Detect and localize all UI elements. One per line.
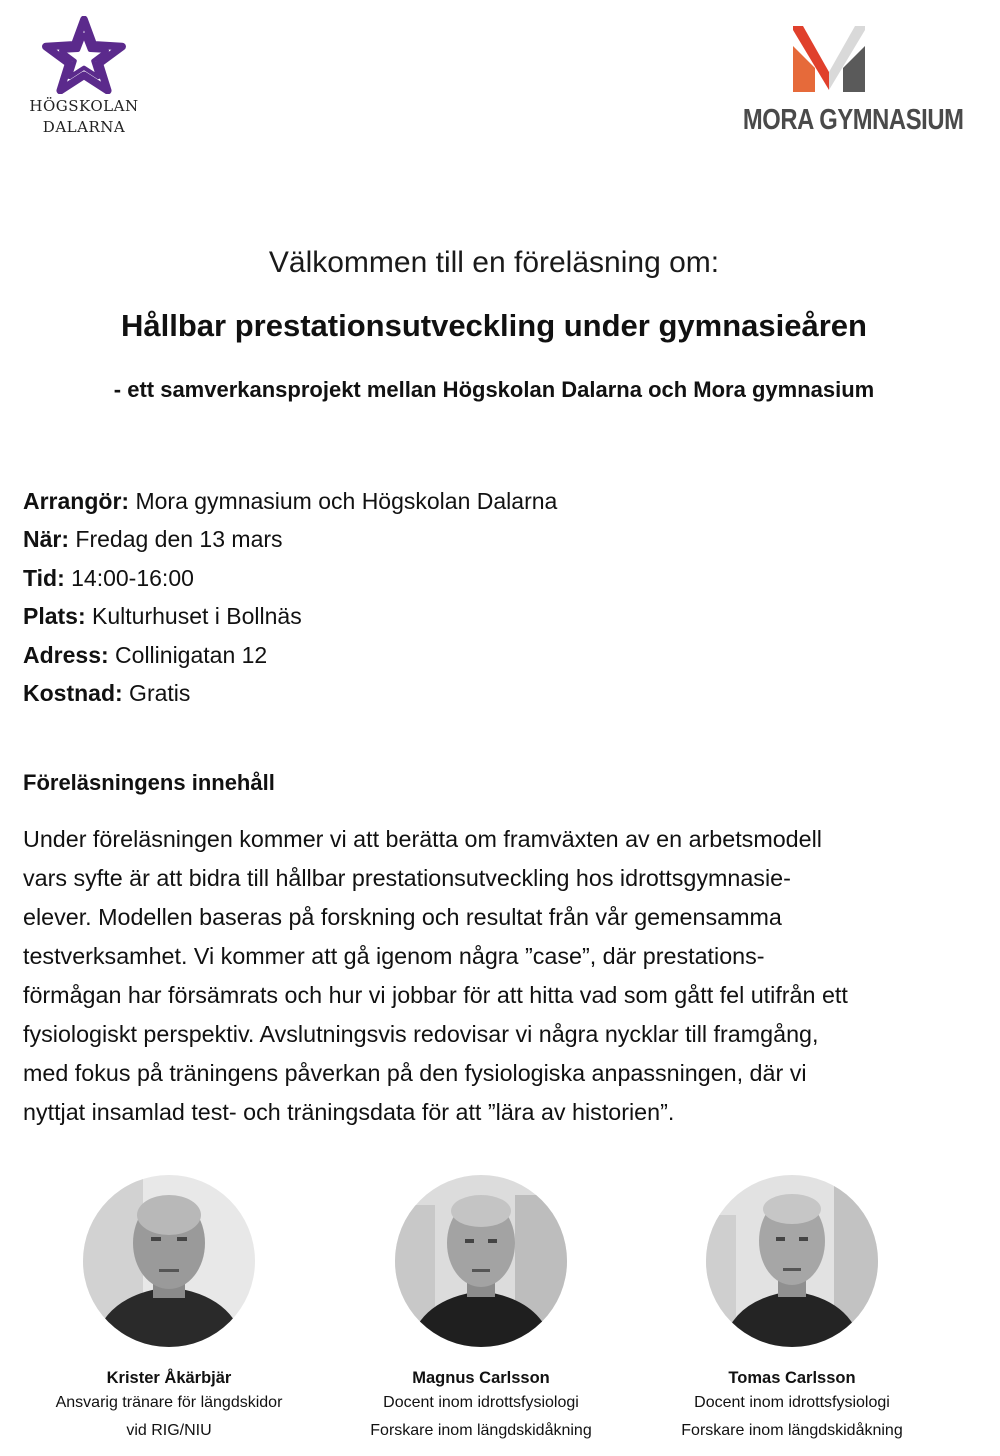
speaker-card (326, 1175, 636, 1445)
speaker-name: Krister Åkärbjär (106, 1369, 232, 1387)
event-details (23, 482, 557, 712)
page-subtitle: - ett samverkansprojekt mellan Högskolan Dalarna och Mora gymnasium (113, 377, 875, 402)
paragraph-line: med fokus på träningens påverkan på den fysiologiska anpassningen, där vi (23, 1060, 807, 1086)
speaker-role: Forskare inom längdskidåkning (370, 1422, 592, 1439)
detail-row-date (23, 520, 557, 558)
content-paragraph (23, 820, 983, 1132)
detail-label: När: (23, 526, 70, 553)
logo-right-name: MORA GYMNASIUM (742, 104, 964, 136)
paragraph-line: förmågan har försämrats och hur vi jobbar för att hitta vad som gått fel utifrån ett (23, 982, 848, 1008)
detail-row-time (23, 559, 557, 597)
speaker-card (14, 1175, 324, 1445)
hogskolan-dalarna-logo (28, 16, 140, 136)
detail-label: Arrangör: (23, 488, 130, 514)
welcome-line: Välkommen till en föreläsning om: (268, 246, 720, 279)
detail-label: Plats: (23, 603, 86, 630)
speaker-name: Tomas Carlsson (728, 1369, 856, 1387)
content-heading: Föreläsningens innehåll (23, 770, 275, 795)
speaker-role: vid RIG/NIU (126, 1422, 212, 1439)
detail-row-cost (23, 674, 557, 712)
detail-row-venue (23, 597, 557, 635)
paragraph-line: testverksamhet. Vi kommer att gå igenom några ”case”, där prestations- (23, 943, 765, 969)
logo-left-line2: DALARNA (42, 118, 126, 136)
page-title: Hållbar prestationsutveckling under gymnasieåren (121, 308, 867, 343)
paragraph-line: fysiologiskt perspektiv. Avslutningsvis redovisar vi några nycklar till framgång, (23, 1021, 819, 1047)
paragraph-line: vars syfte är att bidra till hållbar prestationsutveckling hos idrottsgymnasie- (23, 865, 791, 891)
detail-label: Tid: (23, 564, 65, 591)
paragraph-line: Under föreläsningen kommer vi att berätta om framväxten av en arbetsmodell (23, 826, 822, 852)
speaker-name: Magnus Carlsson (412, 1369, 550, 1387)
speaker-photo (395, 1175, 567, 1347)
paragraph-line: nyttjat insamlad test- och träningsdata för att ”lära av historien”. (23, 1099, 675, 1125)
detail-row-address (23, 636, 557, 674)
detail-value: Mora gymnasium och Högskolan Dalarna (129, 488, 558, 514)
detail-value: Gratis (122, 680, 191, 707)
detail-value: Kulturhuset i Bollnäs (85, 603, 302, 630)
speaker-photo (706, 1175, 878, 1347)
speaker-card (637, 1175, 947, 1445)
detail-label: Kostnad: (23, 680, 123, 707)
star-icon (41, 16, 127, 94)
detail-value: Collinigatan 12 (108, 641, 268, 668)
speaker-role: Docent inom idrottsfysiologi (694, 1394, 890, 1411)
speaker-photo (83, 1175, 255, 1347)
m-chevron-icon (791, 24, 867, 94)
paragraph-line: elever. Modellen baseras på forskning och resultat från vår gemensamma (23, 904, 782, 930)
detail-value: Fredag den 13 mars (69, 526, 283, 553)
speaker-role: Docent inom idrottsfysiologi (383, 1394, 579, 1411)
speaker-role: Ansvarig tränare för längdskidor (55, 1394, 283, 1411)
detail-label: Adress: (23, 641, 109, 668)
detail-value: 14:00-16:00 (64, 564, 194, 591)
mora-gymnasium-logo (724, 24, 964, 137)
detail-row-organizer (23, 482, 557, 520)
logo-left-line1: HÖGSKOLAN (29, 97, 139, 115)
speaker-role: Forskare inom längdskidåkning (681, 1422, 903, 1439)
